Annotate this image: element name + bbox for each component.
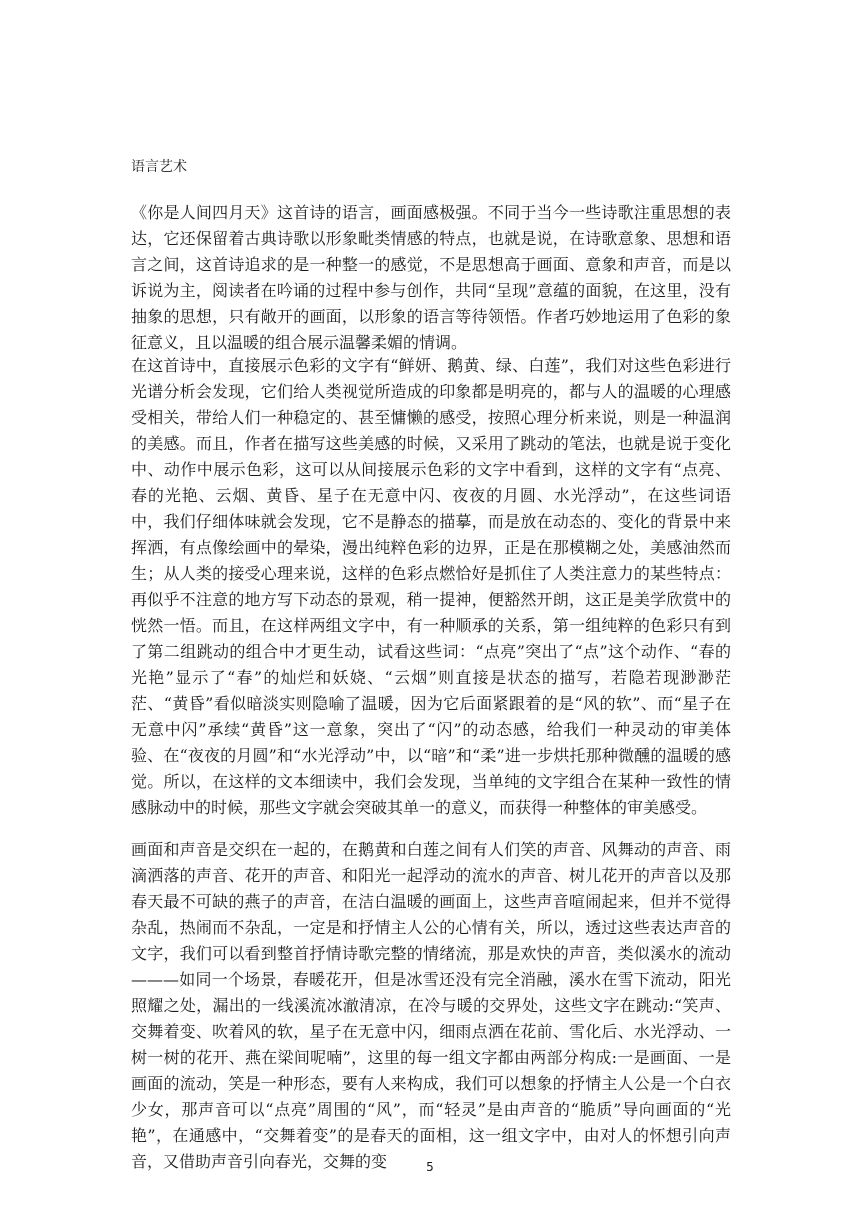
section-title: 语言艺术 (131, 159, 187, 175)
page-number: 5 (426, 1160, 434, 1174)
paragraph-1: 《你是人间四月天》这首诗的语言，画面感极强。不同于当今一些诗歌注重思想的表达，它还保留着古典诗歌以形象毗类情感的特点，也就是说，在诗歌意象、思想和语言之间，这首诗追求的是一种整一的感觉，不是思想高于画面、意象和声音，而是以诉说为主，阅读者在吟诵的过程中参与创作，共同“呈现”意蕴的面貌，在这里，没有抽象的思想，只有敞开的画面，以形象的语言等待领悟。作者巧妙地运用了色彩的象征意义，且以温暖的组合展示温馨柔媚的情调。 (131, 203, 731, 352)
paragraph-2: 在这首诗中，直接展示色彩的文字有“鲜妍、鹅黄、绿、白莲”，我们对这些色彩进行光谱分析会发现，它们给人类视觉所造成的印象都是明亮的，都与人的温暖的心理感受相关，带给人们一种稳定的、甚至慵懒的感受，按照心理分析来说，则是一种温润的美感。而且，作者在描写这些美感的时候，又采用了跳动的笔法，也就是说于变化中、动作中展示色彩，这可以从间接展示色彩的文字中看到，这样的文字有“点亮、春的光艳、云烟、黄昏、星子在无意中闪、夜夜的月圆、水光浮动”，在这些词语中，我们仔细体味就会发现，它不是静态的描摹，而是放在动态的、变化的背景中来挥洒，有点像绘画中的晕染，漫出纯粹色彩的边界，正是在那模糊之处，美感油然而生；从人类的接受心理来说，这样的色彩点燃恰好是抓住了人类注意力的某些特点：再似乎不注意的地方写下动态的景观，稍一提神，便豁然开朗，这正是美学欣赏中的恍然一悟。而且，在这样两组文字中，有一种顺承的关系，第一组纯粹的色彩只有到了第二组跳动的组合中才更生动，试看这些词：“点亮”突出了“点”这个动作、“春的光艳”显示了“春”的灿烂和妖娆、“云烟”则直接是状态的描写，若隐若现渺渺茫茫、“黄昏”看似暗淡实则隐喻了温暖，因为它后面紧跟着的是“风的软”、而“星子在无意中闪”承续“黄昏”这一意象，突出了“闪”的动态感，给我们一种灵动的审美体验、在“夜夜的月圆”和“水光浮动”中，以“暗”和“柔”进一步烘托那种微醺的温暖的感觉。所以，在这样的文本细读中，我们会发现，当单纯的文字组合在某种一致性的情感脉动中的时候，那些文字就会突破其单一的意义，而获得一种整体的审美感受。 (131, 356, 731, 817)
paragraph-3: 画面和声音是交织在一起的，在鹅黄和白莲之间有人们笑的声音、风舞动的声音、雨滴洒落的声音、花开的声音、和阳光一起浮动的流水的声音、树儿花开的声音以及那春天最不可缺的燕子的声音，在洁白温暖的画面上，这些声音喧闹起来，但并不觉得杂乱，热闹而不杂乱，一定是和抒情主人公的心情有关，所以，透过这些表达声音的文字，我们可以看到整首抒情诗歌完整的情绪流，那是欢快的声音，类似溪水的流动———如同一个场景，春暖花开，但是冰雪还没有完全消融，溪水在雪下流动，阳光照耀之处，漏出的一线溪流冰澈清凉，在冷与暖的交界处，这些文字在跳动:“笑声、交舞着变、吹着风的软，星子在无意中闪，细雨点洒在花前、雪化后、水光浮动、一树一树的花开、燕在梁间呢喃”，这里的每一组文字都由两部分构成:一是画面、一是画面的流动，笑是一种形态，要有人来构成，我们可以想象的抒情主人公是一个白衣少女，那声音可以“点亮”周围的“风”，而“轻灵”是由声音的“脆质”导向画面的“光艳”，在通感中，“交舞着变”的是春天的面相，这一组文字中，由对人的怀想引向声音，又借助声音引向春光，交舞的变 (131, 840, 731, 1171)
